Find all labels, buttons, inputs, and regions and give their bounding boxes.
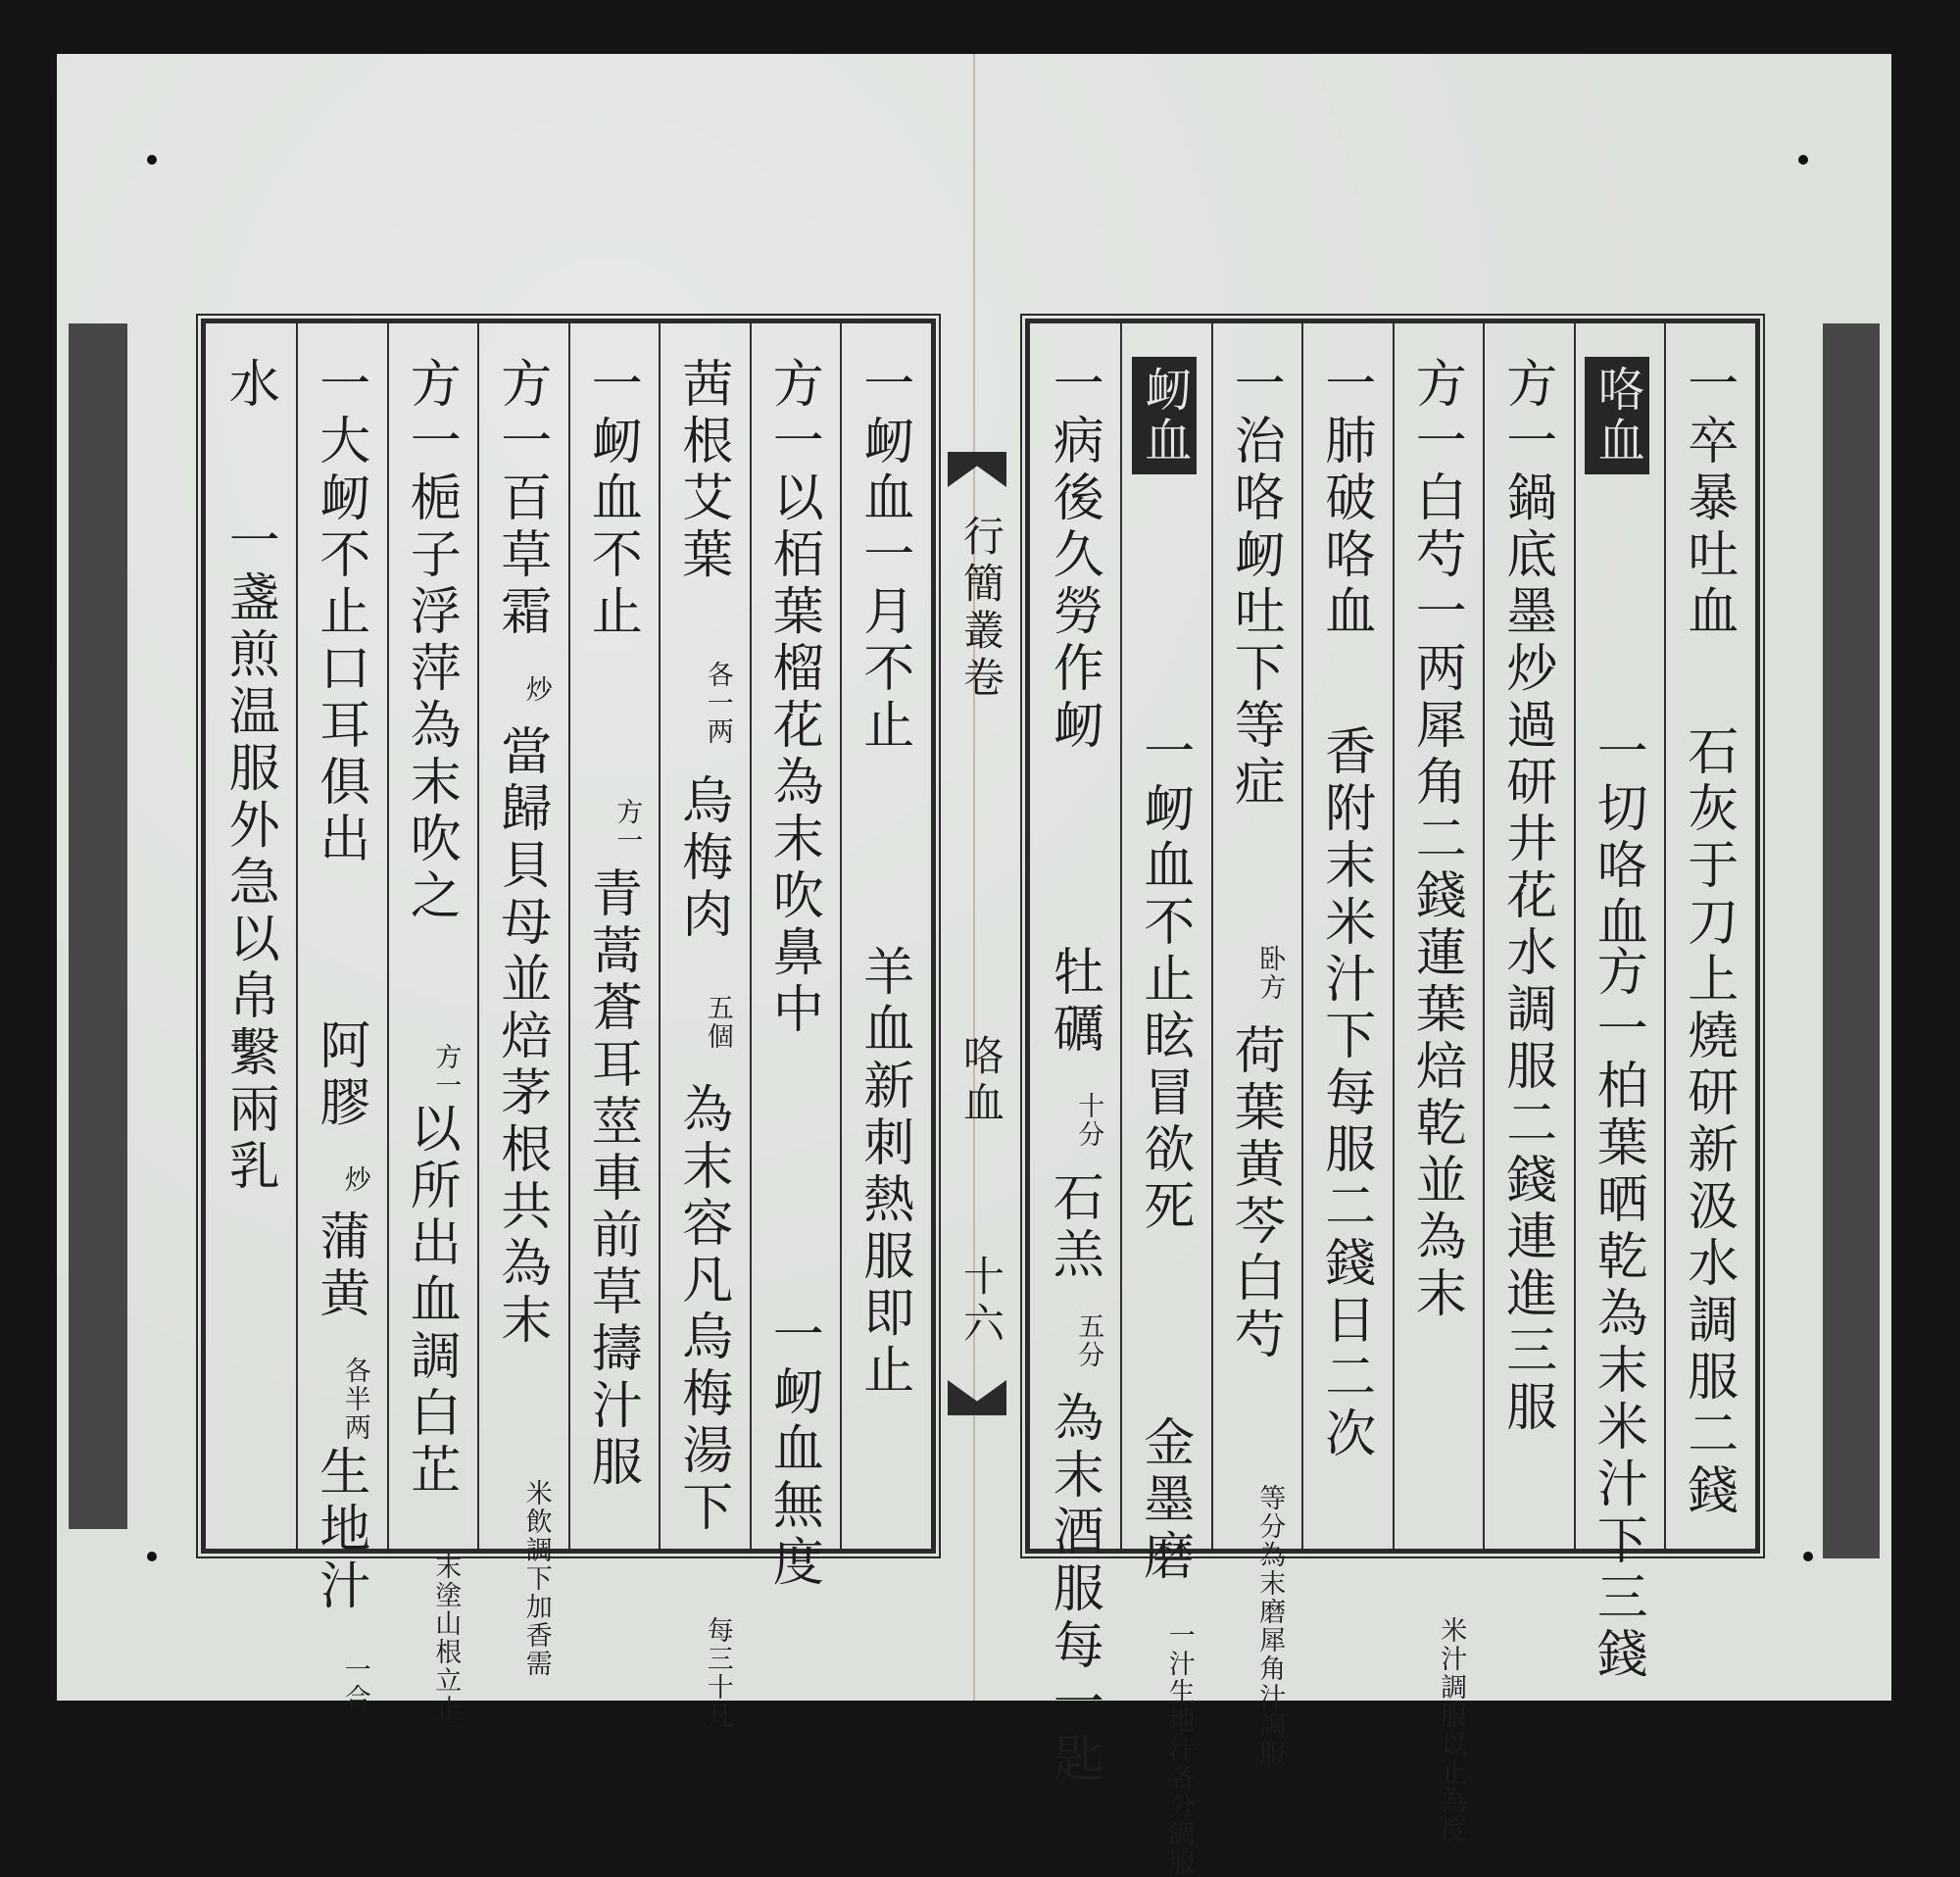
column-text: 方一百草霜 xyxy=(491,357,551,641)
column-text: 荷葉黄芩白芍 xyxy=(1225,1023,1285,1364)
column-text: 為末酒服每一匙 xyxy=(1044,1391,1103,1789)
left-page-column xyxy=(757,337,829,1592)
right-page-column xyxy=(1672,337,1744,1535)
section-heading: 衂血 xyxy=(1132,357,1197,474)
book-title: 行簡叢卷 xyxy=(957,515,1005,703)
annotation-text: 各半两 xyxy=(339,1357,370,1442)
annotation-text: 一合 xyxy=(339,1655,370,1712)
column-rule xyxy=(477,323,479,1549)
right-page-column xyxy=(1399,337,1472,1844)
fish-tail-mark-bottom xyxy=(948,1380,1006,1415)
column-text: 方一鍋底墨炒過研井花水調服二錢連進三服 xyxy=(1496,357,1556,1437)
binding-hole xyxy=(147,1552,157,1561)
column-text: 一卒暴吐血 xyxy=(1678,357,1738,641)
column-text: 一衂血無度 xyxy=(763,1308,823,1592)
annotation-text: 各一两 xyxy=(702,661,733,746)
left-page-column xyxy=(848,337,920,1535)
annotation-text: 每三十凡 xyxy=(702,1616,733,1730)
column-text: 金墨磨 xyxy=(1134,1415,1194,1586)
column-rule xyxy=(296,323,298,1549)
column-text: 烏梅肉 xyxy=(672,773,732,944)
column-rule xyxy=(840,323,842,1549)
column-text: 香附末米汁下每服二錢日二次 xyxy=(1315,724,1375,1463)
column-text: 蒲黄 xyxy=(310,1210,369,1323)
column-text: 石灰于刀上燒研新汲水調服二錢 xyxy=(1678,724,1738,1520)
column-text: 青蒿蒼耳莖車前草擣汁服 xyxy=(582,866,642,1492)
annotation-text: 五分 xyxy=(1073,1312,1104,1369)
column-rule xyxy=(1574,323,1576,1549)
annotation-text: 米飲調下加香需 xyxy=(520,1479,552,1678)
column-rule xyxy=(1483,323,1485,1549)
annotation-text: 末塗山根立止 xyxy=(430,1553,462,1723)
annotation-text: 等分為末磨犀角汁調服 xyxy=(1254,1484,1286,1768)
left-page-column xyxy=(575,337,648,1535)
left-page-column xyxy=(666,337,739,1730)
right-page-column xyxy=(1309,337,1382,1535)
column-text: 方一梔子浮萍為末吹之 xyxy=(401,357,461,925)
column-text: 方一以栢葉榴花為末吹鼻中 xyxy=(763,357,823,1039)
center-strip xyxy=(934,446,1022,1421)
column-text: 一病後久勞作衂 xyxy=(1044,357,1103,755)
column-text: 茜根艾葉 xyxy=(672,357,732,584)
annotation-text: 炒 xyxy=(520,675,552,704)
binding-hole xyxy=(1803,1552,1813,1561)
column-text: 一治咯衂吐下等症 xyxy=(1225,357,1285,812)
right-page-frame xyxy=(1025,319,1760,1877)
column-rule xyxy=(1664,323,1666,1549)
right-page-column xyxy=(1037,337,1109,1789)
annotation-text: 方一 xyxy=(430,1043,462,1100)
section-title: 咯血 xyxy=(957,1034,1005,1128)
annotation-text: 五個 xyxy=(702,994,733,1051)
annotation-text: 一汁生地汁各分調服 xyxy=(1163,1621,1195,1877)
column-rule xyxy=(1393,323,1395,1549)
column-text: 一切咯血 xyxy=(1588,724,1647,952)
column-text: 一肺破咯血 xyxy=(1315,357,1375,641)
binding-hole xyxy=(1798,155,1808,165)
column-text: 牡礪 xyxy=(1044,945,1103,1059)
column-rule xyxy=(1211,323,1213,1549)
column-text: 當歸貝母並焙茅根共為末 xyxy=(491,724,551,1350)
right-page-column xyxy=(1218,337,1291,1768)
annotation-text: 卧方 xyxy=(1254,945,1286,1002)
column-text: 一大衂不止口耳俱出 xyxy=(310,357,369,868)
fish-tail-mark-top xyxy=(948,452,1006,487)
right-page-column xyxy=(1581,337,1653,1684)
column-rule xyxy=(750,323,752,1549)
right-page-column xyxy=(1491,337,1563,1535)
page-number: 十六 xyxy=(957,1255,1005,1349)
column-rule xyxy=(568,323,570,1549)
column-text: 一衂血不止 xyxy=(582,357,642,641)
annotation-text: 十分 xyxy=(1073,1092,1104,1149)
column-text: 阿膠 xyxy=(310,1018,369,1132)
column-text: 石羔 xyxy=(1044,1170,1103,1284)
column-text: 水 xyxy=(220,357,279,414)
left-page-column xyxy=(485,337,558,1678)
left-page-column xyxy=(394,337,466,1723)
ink-edge-left xyxy=(69,323,127,1529)
left-page-column xyxy=(213,337,285,1535)
left-page-frame xyxy=(201,319,936,1730)
annotation-text: 方一 xyxy=(612,798,643,855)
annotation-text: 炒 xyxy=(339,1165,370,1194)
column-rule xyxy=(1301,323,1303,1549)
right-page-column xyxy=(1128,337,1200,1877)
column-text: 方一柏葉晒乾為末米汁下三錢 xyxy=(1588,945,1647,1684)
column-text: 一衂血一月不止 xyxy=(854,357,913,755)
ink-edge-right xyxy=(1823,323,1880,1558)
column-text: 以所出血調白芷 xyxy=(401,1102,461,1500)
column-rule xyxy=(387,323,389,1549)
column-text: 生地汁 xyxy=(310,1445,369,1615)
column-text: 方一白芍一两犀角二錢蓮葉焙乾並為末 xyxy=(1406,357,1466,1323)
column-text: 一盞煎温服外急以帛繫兩乳 xyxy=(220,514,279,1196)
column-rule xyxy=(1120,323,1122,1549)
left-page-column xyxy=(304,337,376,1712)
annotation-text: 米汁調服以止為度 xyxy=(1436,1616,1467,1844)
column-text: 羊血新刺熱服即止 xyxy=(854,945,913,1400)
column-text: 一衂血不止眩冒欲死 xyxy=(1134,724,1194,1236)
section-heading: 咯血 xyxy=(1585,357,1649,474)
binding-hole xyxy=(147,155,157,165)
column-rule xyxy=(659,323,661,1549)
column-text: 為末容凡烏梅湯下 xyxy=(672,1082,732,1537)
